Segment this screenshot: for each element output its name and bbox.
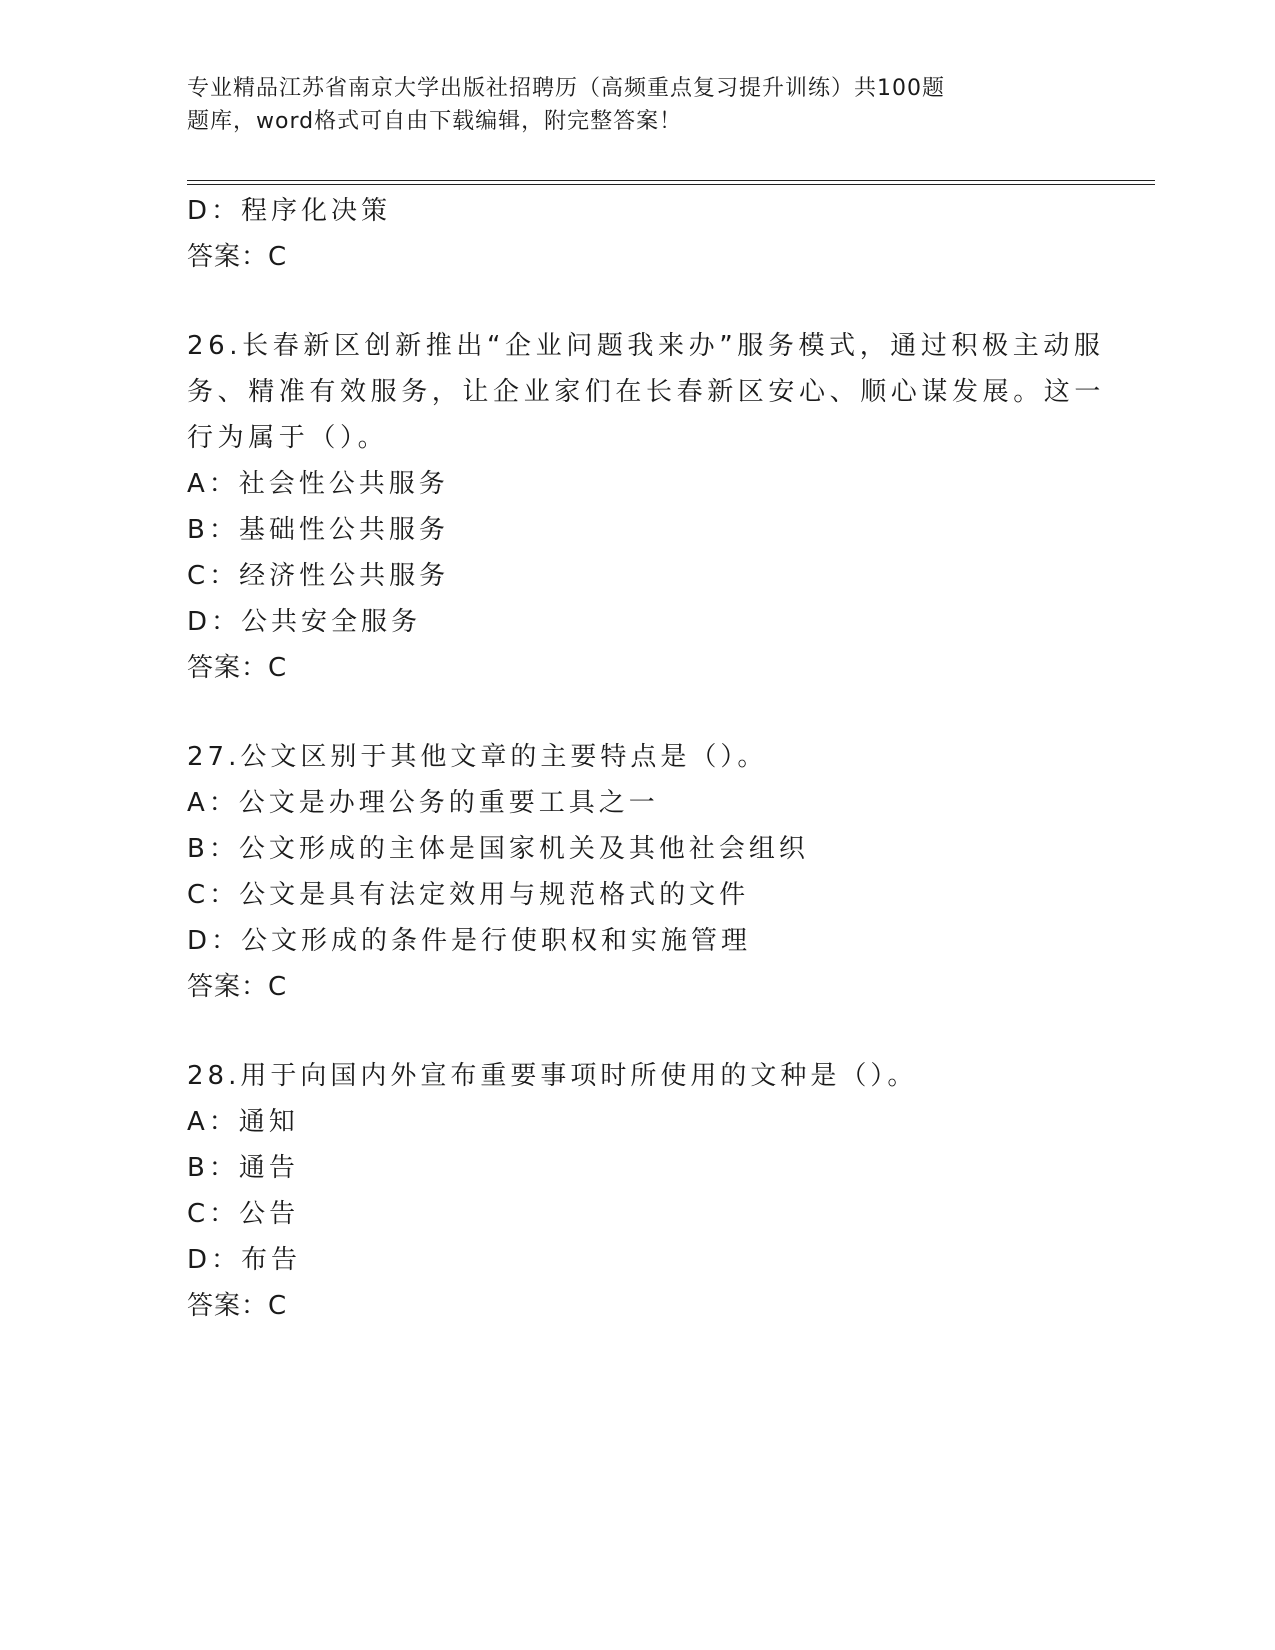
header-divider-bottom [187,184,1155,185]
question-26 [187,323,1106,691]
answer-line: 答案：C [187,242,288,272]
option-a: A：社会性公共服务 [187,469,449,499]
option-c: C：经济性公共服务 [187,561,450,591]
question-27 [187,734,1087,1010]
option-b: B：公文形成的主体是国家机关及其他社会组织 [187,834,809,864]
answer-line: 答案：C [187,653,288,683]
header-line-1: 专业精品江苏省南京大学出版社招聘历（高频重点复习提升训练）共100题 [187,76,945,101]
question-text-line: 行为属于（）。 [187,423,389,453]
previous-question-tail [187,188,1087,280]
option-d: D：布告 [187,1245,302,1275]
header-line-2: 题库，word格式可自由下载编辑，附完整答案！ [187,109,683,134]
answer-line: 答案：C [187,1291,288,1321]
question-text-line: 27.公文区别于其他文章的主要特点是（）。 [187,742,768,772]
option-a: A：公文是办理公务的重要工具之一 [187,788,659,818]
document-header [187,72,1047,138]
question-text-line: 28.用于向国内外宣布重要事项时所使用的文种是（）。 [187,1061,918,1091]
question-text-line: 务、精准有效服务，让企业家们在长春新区安心、顺心谋发展。这一 [187,377,1106,407]
answer-line: 答案：C [187,972,288,1002]
option-a: A：通知 [187,1107,299,1137]
option-d: D：公文形成的条件是行使职权和实施管理 [187,926,752,956]
option-c: C：公文是具有法定效用与规范格式的文件 [187,880,750,910]
option-d: D：公共安全服务 [187,607,422,637]
header-divider-top [187,180,1155,181]
option-c: C：公告 [187,1199,300,1229]
question-28 [187,1053,1087,1329]
question-text-line: 26.长春新区创新推出“企业问题我来办”服务模式，通过积极主动服 [187,331,1105,361]
option-d: D：程序化决策 [187,196,392,226]
option-b: B：基础性公共服务 [187,515,449,545]
document-body [187,188,1106,1329]
option-b: B：通告 [187,1153,299,1183]
